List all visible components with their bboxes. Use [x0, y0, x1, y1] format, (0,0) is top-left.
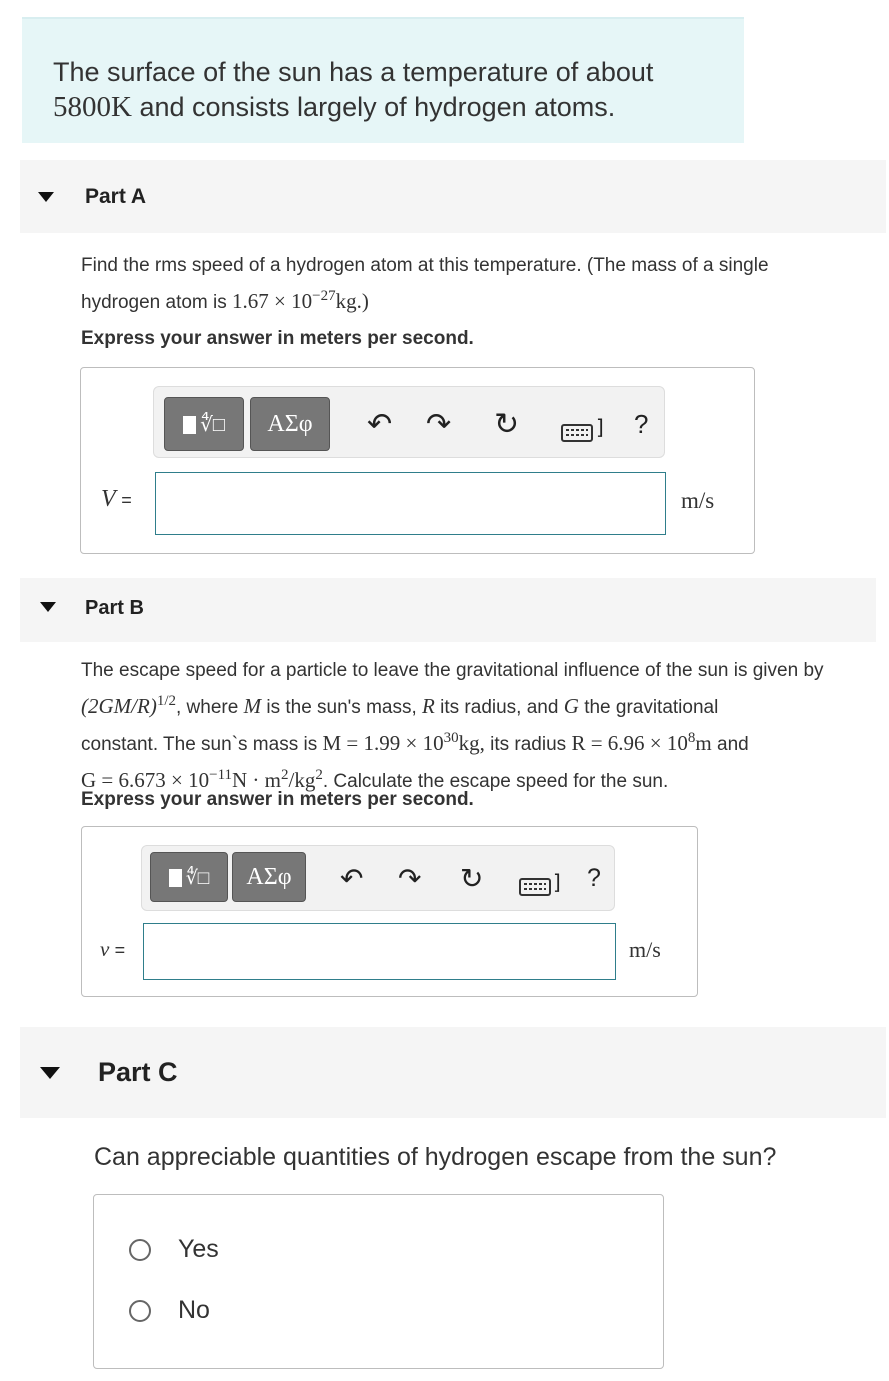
part-b-title: Part B — [85, 597, 144, 619]
keyboard-icon[interactable] — [561, 424, 593, 442]
radio-no[interactable] — [129, 1300, 151, 1322]
part-a-answer-box — [80, 367, 755, 554]
keyboard-icon[interactable] — [519, 878, 551, 896]
redo-icon[interactable]: ↷ — [426, 407, 452, 442]
temperature-value: 5800K — [53, 91, 132, 123]
undo-icon[interactable]: ↶ — [340, 862, 364, 895]
reset-icon[interactable]: ↻ — [494, 407, 520, 442]
radio-yes[interactable] — [129, 1239, 151, 1261]
part-c-title: Part C — [98, 1057, 178, 1087]
part-b-answer-box — [81, 826, 698, 997]
reset-icon[interactable]: ↻ — [460, 862, 484, 895]
part-b-answer-input[interactable] — [143, 923, 616, 980]
collapse-triangle-icon[interactable] — [38, 192, 54, 202]
math-toolbar: ∜□ ΑΣφ ↶ ↷ ↻ ] ? — [153, 386, 665, 458]
option-no-label[interactable]: No — [178, 1296, 210, 1324]
greek-symbols-button[interactable]: ΑΣφ — [232, 852, 306, 902]
part-c-header[interactable] — [20, 1027, 886, 1118]
collapse-triangle-icon[interactable] — [40, 602, 56, 612]
part-a-answer-input[interactable] — [155, 472, 666, 535]
intro-text: The surface of the sun has a temperature of about 5800K and consists largely of hydrogen atoms. — [53, 57, 654, 123]
answer-unit: m/s — [681, 488, 715, 513]
undo-icon[interactable]: ↶ — [367, 407, 393, 442]
problem-intro — [22, 17, 744, 143]
part-b-header[interactable] — [20, 578, 876, 642]
part-b-question: The escape speed for a particle to leave the gravitational influence of the sun is given by $(2GM/R)^{1/2}$, where M is the sun's mass, R its radius, and G the gravitational constant. The sun`s mass is $M = 1.99 \times 10^{30}kg$, its radius $R = 6.96 \times 10^8m$ and $G = 6.673 \times 10^{-11}N \cdot m^2/kg^2$. Calculate the escape speed for the sun. — [81, 660, 824, 792]
help-button[interactable]: ? — [587, 864, 601, 892]
templates-button[interactable]: ∜□ — [150, 852, 228, 902]
answer-variable-label: v = — [100, 937, 126, 961]
collapse-triangle-icon[interactable] — [40, 1067, 60, 1079]
answer-unit: m/s — [629, 937, 661, 962]
part-c-question: Can appreciable quantities of hydrogen escape from the sun? — [94, 1143, 777, 1171]
math-toolbar: ∜□ ΑΣφ ↶ ↷ ↻ ] ? — [141, 845, 615, 911]
option-yes-label[interactable]: Yes — [178, 1235, 219, 1263]
help-button[interactable]: ? — [634, 409, 649, 439]
part-a-header[interactable] — [20, 160, 886, 233]
redo-icon[interactable]: ↷ — [398, 862, 422, 895]
templates-button[interactable]: ∜□ — [164, 397, 244, 451]
part-a-title: Part A — [85, 185, 147, 208]
greek-symbols-button[interactable]: ΑΣφ — [250, 397, 330, 451]
part-a-instruction: Express your answer in meters per second. — [81, 328, 474, 349]
part-c-options-box — [93, 1194, 664, 1369]
answer-variable-label: V = — [101, 486, 132, 512]
part-b-instruction: Express your answer in meters per second. — [81, 789, 474, 810]
part-a-question: Find the rms speed of a hydrogen atom at this temperature. (The mass of a single hydrogen atom is $1.67 \times 10^{-27}kg$.) — [81, 255, 769, 313]
